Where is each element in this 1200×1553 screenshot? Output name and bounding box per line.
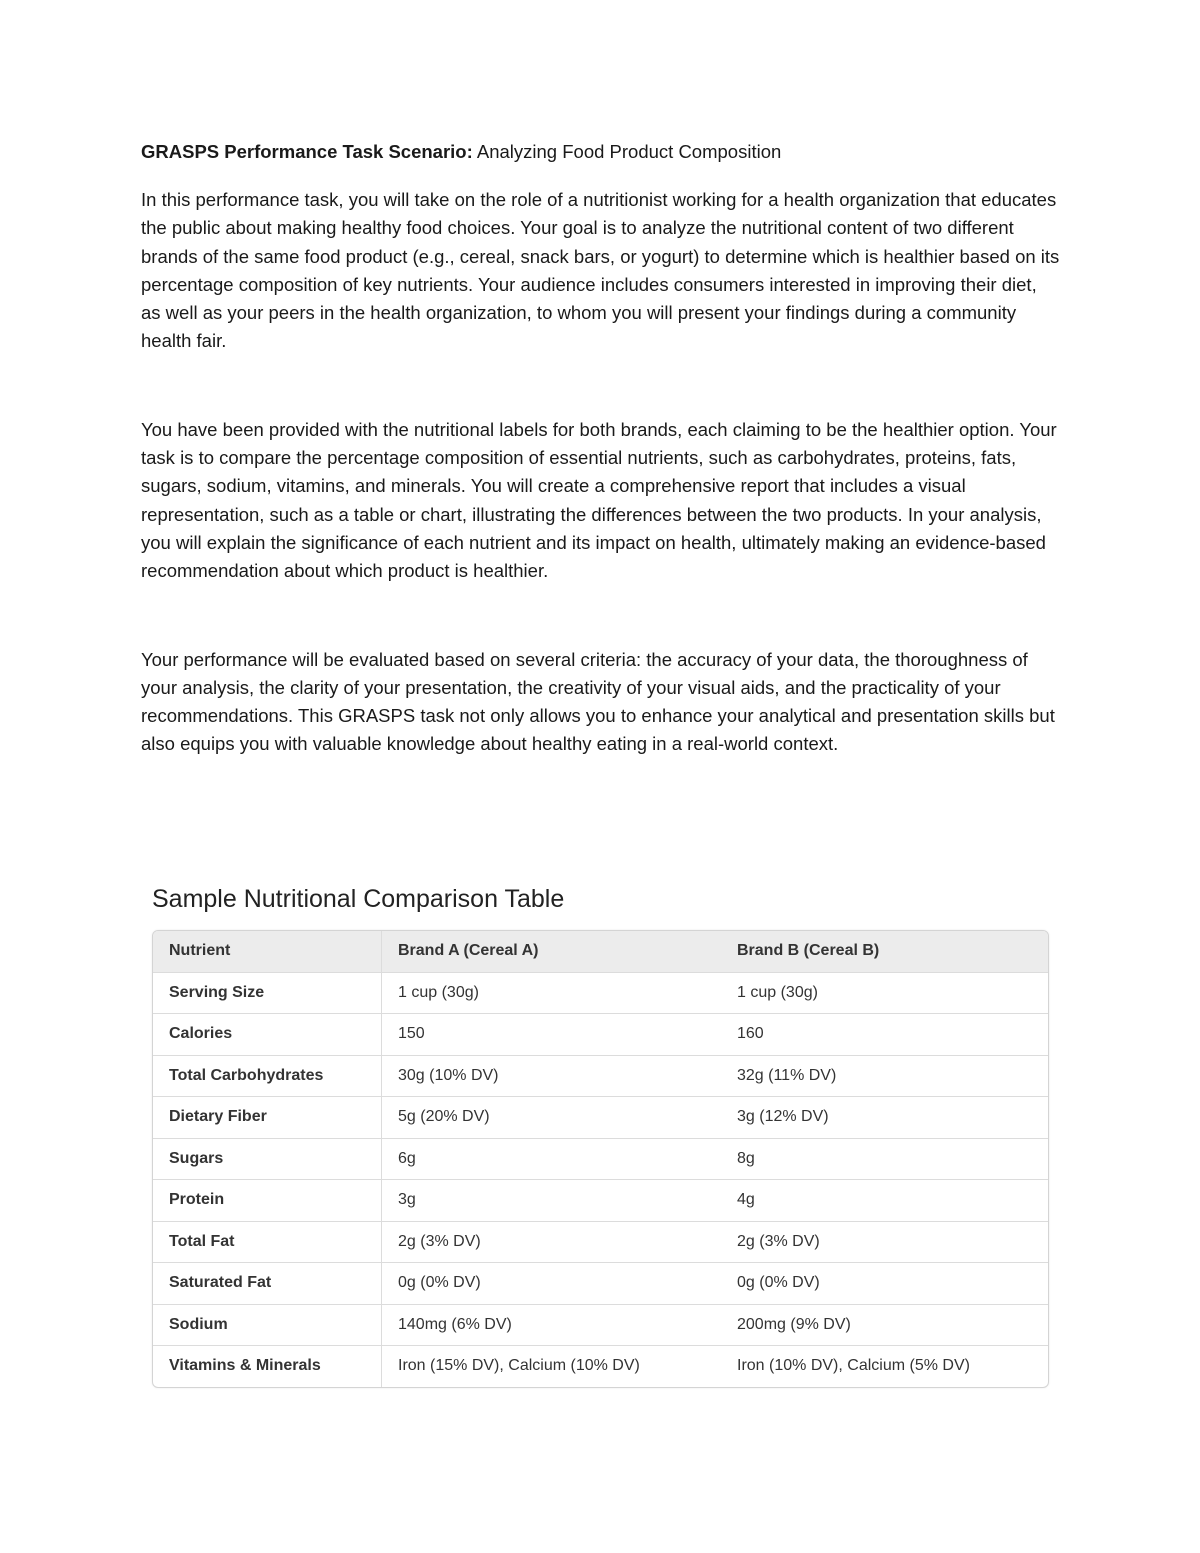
header-nutrient: Nutrient	[153, 931, 382, 972]
brand-a-value: 30g (10% DV)	[382, 1055, 722, 1097]
table-row	[153, 1346, 1048, 1387]
nutrient-name: Protein	[153, 1180, 382, 1222]
brand-a-value: 6g	[382, 1138, 722, 1180]
paragraph-situation-product: You have been provided with the nutritional labels for both brands, each claiming to be the healthier option. Your task is to compare the percentage composition of essential nutrients, such as carbohydrates, proteins, fats, sugars, sodium, vitamins, and minerals. You will create a comprehensive report that includes a visual representation, such as a table or chart, illustrating the differences between the two products. In your analysis, you will explain the significance of each nutrient and its impact on health, ultimately making an evidence-based recommendation about which product is healthier.	[141, 418, 1057, 582]
brand-b-value: 3g (12% DV)	[721, 1097, 1048, 1139]
brand-b-value: Iron (10% DV), Calcium (5% DV)	[737, 1357, 970, 1375]
brand-b-value: 0g (0% DV)	[721, 1263, 1048, 1305]
table-row	[153, 1263, 1048, 1305]
scenario-title	[141, 138, 1061, 166]
brand-b-value: 32g (11% DV)	[721, 1055, 1048, 1097]
nutrient-name: Total Fat	[153, 1221, 382, 1263]
header-brand-b: Brand B (Cereal B)	[721, 931, 1048, 972]
table-row	[153, 1055, 1048, 1097]
brand-a-value: 3g	[382, 1180, 722, 1222]
table-row	[153, 1138, 1048, 1180]
table-row	[153, 1180, 1048, 1222]
brand-a-value: 150	[382, 1014, 722, 1056]
table-row	[153, 972, 1048, 1014]
brand-a-value: Iron (15% DV), Calcium (10% DV)	[398, 1357, 640, 1375]
nutrition-comparison-table	[153, 931, 1048, 1387]
table-row	[153, 1097, 1048, 1139]
table-row	[153, 1221, 1048, 1263]
scenario-title-rest: Analyzing Food Product Composition	[472, 141, 782, 162]
table-title: Sample Nutritional Comparison Table	[152, 885, 565, 913]
paragraph-role-goal: In this performance task, you will take on the role of a nutritionist working for a health organization that educates the public about making healthy food choices. Your goal is to analyze the nutritional content of two different brands of the same food product (e.g., cereal, snack bars, or yogurt) to determine which is healthier based on its percentage composition of key nutrients. Your audience includes consumers interested in improving their diet, as well as your peers in the health organization, to whom you will present your findings during a community health fair.	[141, 189, 1060, 352]
brand-b-value: 2g (3% DV)	[721, 1221, 1048, 1263]
nutrient-name: Vitamins & Minerals	[153, 1346, 382, 1387]
nutrient-name: Sodium	[153, 1304, 382, 1346]
comparison-table-section	[152, 880, 1049, 1388]
nutrient-name: Calories	[153, 1014, 382, 1056]
brand-b-value: 200mg (9% DV)	[721, 1304, 1048, 1346]
table-frame	[152, 930, 1049, 1388]
brand-a-value: 2g (3% DV)	[382, 1221, 722, 1263]
brand-a-value: 1 cup (30g)	[382, 972, 722, 1014]
nutrient-name: Total Carbohydrates	[153, 1055, 382, 1097]
brand-b-value: 8g	[721, 1138, 1048, 1180]
table-row	[153, 1014, 1048, 1056]
brand-b-value: 4g	[721, 1180, 1048, 1222]
nutrient-name: Serving Size	[153, 972, 382, 1014]
nutrient-name: Saturated Fat	[153, 1263, 382, 1305]
header-brand-a: Brand A (Cereal A)	[382, 931, 722, 972]
brand-a-value: 5g (20% DV)	[382, 1097, 722, 1139]
brand-b-value: 1 cup (30g)	[721, 972, 1048, 1014]
paragraph-standards: Your performance will be evaluated based on several criteria: the accuracy of your data, the thoroughness of your analysis, the clarity of your presentation, the creativity of your visual aids, and the practicality of your recommendations. This GRASPS task not only allows you to enhance your analytical and presentation skills but also equips you with valuable knowledge about healthy eating in a real-world context.	[141, 648, 1055, 755]
document-body	[141, 138, 1061, 759]
nutrient-name: Sugars	[153, 1138, 382, 1180]
scenario-title-bold: GRASPS Performance Task Scenario:	[141, 141, 473, 162]
brand-b-value: 160	[721, 1014, 1048, 1056]
table-header-row	[153, 931, 1048, 972]
table-row	[153, 1304, 1048, 1346]
brand-a-value: 0g (0% DV)	[382, 1263, 722, 1305]
nutrient-name: Dietary Fiber	[153, 1097, 382, 1139]
brand-a-value: 140mg (6% DV)	[382, 1304, 722, 1346]
